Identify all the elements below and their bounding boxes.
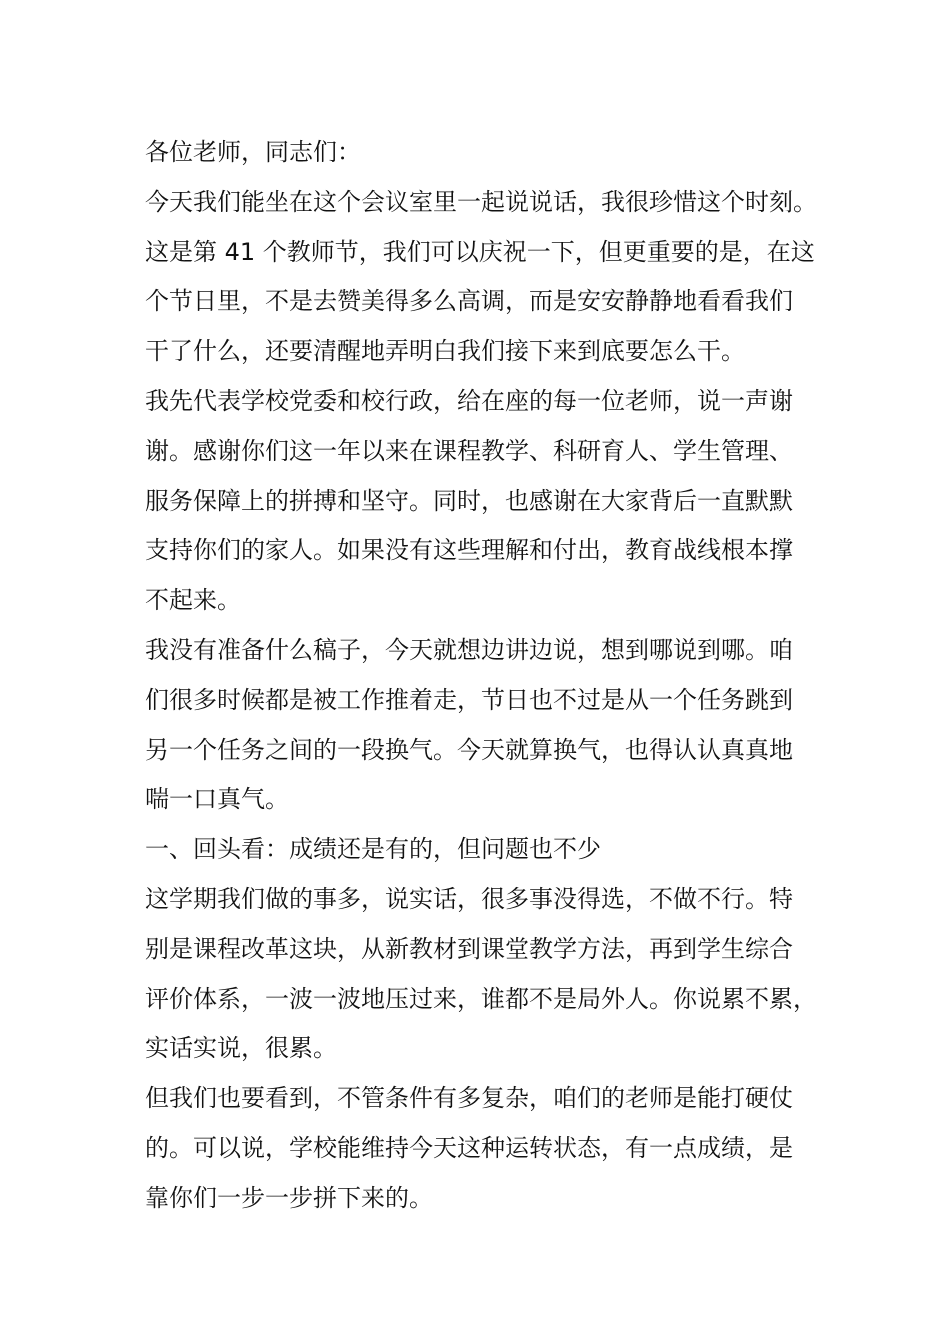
paragraph-line: 个节日里，不是去赞美得多么高调，而是安安静静地看看我们 [145,287,793,316]
paragraph-line: 这学期我们做的事多，说实话，很多事没得选，不做不行。特 [145,884,793,913]
section-heading: 一、回头看：成绩还是有的，但问题也不少 [145,835,601,864]
paragraph-line: 评价体系，一波一波地压过来，谁都不是局外人。你说累不累， [145,984,817,1013]
paragraph-line: 不起来。 [145,586,241,615]
paragraph-line: 我先代表学校党委和校行政，给在座的每一位老师，说一声谢 [145,386,793,415]
paragraph-line: 另一个任务之间的一段换气。今天就算换气，也得认认真真地 [145,735,793,764]
paragraph-line: 喘一口真气。 [145,785,289,814]
paragraph-line: 今天我们能坐在这个会议室里一起说说话，我很珍惜这个时刻。 [145,187,817,216]
paragraph-line: 干了什么，还要清醒地弄明白我们接下来到底要怎么干。 [145,337,745,366]
paragraph-line: 实话实说，很累。 [145,1034,337,1063]
paragraph-line: 服务保障上的拼搏和坚守。同时，也感谢在大家背后一直默默 [145,486,793,515]
paragraph-line: 我没有准备什么稿子，今天就想边讲边说，想到哪说到哪。咱 [145,635,793,664]
paragraph-line: 别是课程改革这块，从新教材到课堂教学方法，再到学生综合 [145,934,793,963]
salutation-line: 各位老师，同志们： [145,138,361,166]
paragraph-line: 但我们也要看到，不管条件有多复杂，咱们的老师是能打硬仗 [145,1084,793,1113]
paragraph-line: 的。可以说，学校能维持今天这种运转状态，有一点成绩，是 [145,1133,793,1162]
paragraph-line: 这是第 41 个教师节，我们可以庆祝一下，但更重要的是，在这 [145,237,815,266]
paragraph-line: 谢。感谢你们这一年以来在课程教学、科研育人、学生管理、 [145,436,793,465]
paragraph-line: 靠你们一步一步拼下来的。 [145,1183,433,1212]
paragraph-line: 们很多时候都是被工作推着走，节日也不过是从一个任务跳到 [145,685,793,714]
paragraph-line: 支持你们的家人。如果没有这些理解和付出，教育战线根本撑 [145,536,793,565]
speech-body [145,128,835,1224]
